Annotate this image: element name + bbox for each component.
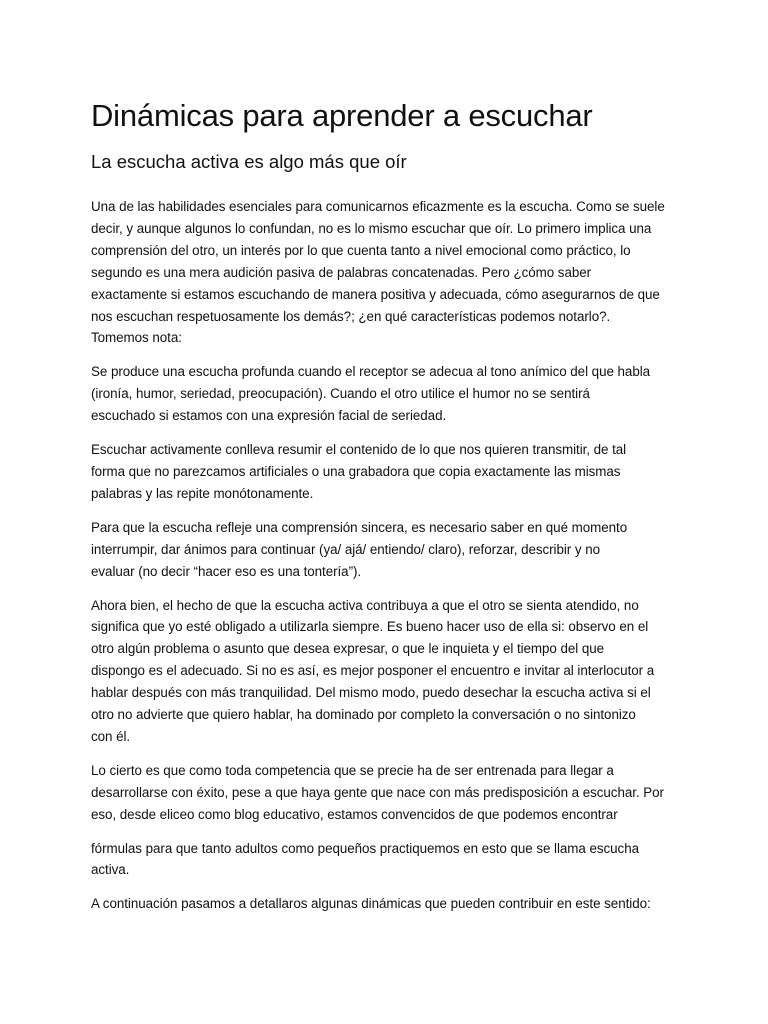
- paragraph-line: con él.: [91, 728, 131, 744]
- paragraph-line: evaluar (no decir “hacer eso es una tontería”).: [91, 563, 362, 579]
- paragraph-line: otro algún problema o asunto que desea expresar, o que le inquieta y el tiempo del que: [91, 641, 605, 657]
- paragraph-line: segundo es una mera audición pasiva de palabras concatenadas. Pero ¿cómo saber: [91, 264, 592, 280]
- paragraph-intro: [91, 196, 691, 349]
- paragraph-line: Tomemos nota:: [91, 330, 182, 346]
- paragraph-line: exactamente si estamos escuchando de manera positiva y adecuada, cómo asegurarnos de que: [91, 286, 660, 302]
- paragraph-line: Para que la escucha refleje una comprensión sincera, es necesario saber en qué momento: [91, 519, 628, 535]
- paragraph-line: Una de las habilidades esenciales para comunicarnos eficazmente es la escucha. Como se suele: [91, 199, 665, 214]
- paragraph-line: Lo cierto es que como toda competencia que se precie ha de ser entrenada para llegar a: [91, 762, 614, 778]
- paragraph-line: A continuación pasamos a detallaros algunas dinámicas que pueden contribuir en este sentido:: [91, 896, 651, 912]
- paragraph-lo-cierto: [91, 760, 691, 826]
- paragraph-line: escuchado si estamos con una expresión facial de seriedad.: [91, 408, 447, 424]
- paragraph-line: interrumpir, dar ánimos para continuar (ya/ ajá/ entiendo/ claro), reforzar, describir y no: [91, 541, 600, 557]
- paragraph-line: palabras y las repite monótonamente.: [91, 485, 314, 501]
- paragraph-ahora-bien: [91, 595, 691, 748]
- document-page: [91, 94, 691, 927]
- paragraph-line: significa que yo esté obligado a utilizarla siempre. Es bueno hacer uso de ella si: observo en el: [91, 619, 649, 635]
- paragraph-line: decir, y aunque algunos lo confundan, no es lo mismo escuchar que oír. Lo primero implica una: [91, 220, 652, 236]
- paragraph-line: forma que no parezcamos artificiales o una grabadora que copia exactamente las mismas: [91, 463, 621, 479]
- paragraph-resumir: [91, 439, 691, 505]
- document-title: Dinámicas para aprender a escuchar: [91, 98, 593, 133]
- paragraph-line: desarrollarse con éxito, pese a que haya gente que nace con más predisposición a escuchar. Por: [91, 784, 664, 800]
- paragraph-line: Escuchar activamente conlleva resumir el contenido de lo que nos quieren transmitir, de tal: [91, 442, 627, 458]
- paragraph-line: (ironía, humor, seriedad, preocupación). Cuando el otro utilice el humor no se sentirá: [91, 386, 590, 402]
- document-subtitle: La escucha activa es algo más que oír: [91, 151, 407, 172]
- paragraph-a-continuacion: [91, 893, 691, 915]
- paragraph-line: fórmulas para que tanto adultos como pequeños practiquemos en esto que se llama escucha: [91, 840, 639, 856]
- paragraph-formulas: [91, 838, 691, 882]
- paragraph-line: hablar después con más tranquilidad. Del mismo modo, puedo desechar la escucha activa si el: [91, 685, 651, 701]
- paragraph-comprension-sincera: [91, 517, 691, 583]
- paragraph-line: Se produce una escucha profunda cuando el receptor se adecua al tono anímico del que habla: [91, 364, 651, 380]
- paragraph-escucha-profunda: [91, 361, 691, 427]
- paragraph-line: otro no advierte que quiero hablar, ha dominado por completo la conversación o no sintonizo: [91, 707, 636, 723]
- paragraph-line: comprensión del otro, un interés por lo que cuenta tanto a nivel emocional como práctico, lo: [91, 242, 631, 258]
- paragraph-line: activa.: [91, 862, 130, 878]
- paragraph-line: Ahora bien, el hecho de que la escucha activa contribuya a que el otro se sienta atendido, no: [91, 597, 639, 613]
- document-body: [91, 196, 691, 915]
- paragraph-line: dispongo es el adecuado. Si no es así, es mejor posponer el encuentro e invitar al interlocutor a: [91, 663, 655, 679]
- paragraph-line: nos escuchan respetuosamente los demás?; ¿en qué características podemos notarlo?.: [91, 308, 611, 324]
- paragraph-line: eso, desde eliceo como blog educativo, estamos convencidos de que podemos encontrar: [91, 806, 618, 822]
